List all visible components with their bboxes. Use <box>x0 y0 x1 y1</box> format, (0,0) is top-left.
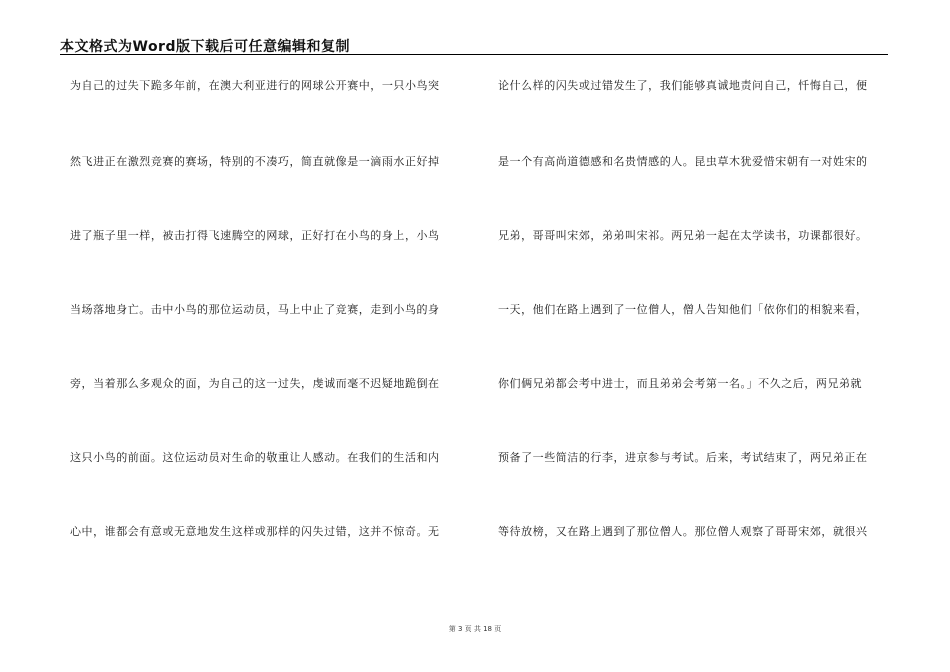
text-line: 是一个有高尚道德感和名贵情感的人。昆虫草木犹爱惜宋朝有一对姓宋的 <box>498 155 868 168</box>
text-line: 当场落地身亡。击中小鸟的那位运动员，马上中止了竞赛，走到小鸟的身 <box>70 303 440 316</box>
header-divider <box>60 54 888 55</box>
text-line: 等待放榜，又在路上遇到了那位僧人。那位僧人观察了哥哥宋郊，就很兴 <box>498 525 868 538</box>
text-line: 旁，当着那么多观众的面，为自己的这一过失，虔诚而毫不迟疑地跪倒在 <box>70 377 440 390</box>
text-line: 为自己的过失下跪多年前，在澳大利亚进行的网球公开赛中，一只小鸟突 <box>70 79 440 92</box>
text-line: 进了瓶子里一样，被击打得飞速腾空的网球，正好打在小鸟的身上，小鸟 <box>70 229 440 242</box>
text-line: 这只小鸟的前面。这位运动员对生命的敬重让人感动。在我们的生活和内 <box>70 451 440 464</box>
text-line: 论什么样的闪失或过错发生了，我们能够真诚地责问自己，忏悔自己，便 <box>498 79 868 92</box>
right-text-column <box>498 64 890 582</box>
text-line: 你们俩兄弟都会考中进士，而且弟弟会考第一名。」不久之后，两兄弟就 <box>498 377 863 390</box>
text-line: 心中，谁都会有意或无意地发生这样或那样的闪失过错，这并不惊奇。无 <box>70 525 440 538</box>
text-line: 兄弟，哥哥叫宋郊，弟弟叫宋祁。两兄弟一起在太学读书，功课都很好。 <box>498 229 868 242</box>
text-line: 然飞进正在激烈竞赛的赛场，特别的不凑巧，简直就像是一滴雨水正好掉 <box>70 155 440 168</box>
page-number-footer: 第 3 页 共 18 页 <box>448 625 502 633</box>
document-header-title: 本文格式为Word版下载后可任意编辑和复制 <box>60 39 350 55</box>
text-line: 预备了一些简洁的行李，进京参与考试。后来，考试结束了，两兄弟正在 <box>498 451 868 464</box>
text-line: 一天，他们在路上遇到了一位僧人，僧人告知他们「依你们的相貌来看， <box>498 303 868 316</box>
left-text-column <box>70 64 462 582</box>
